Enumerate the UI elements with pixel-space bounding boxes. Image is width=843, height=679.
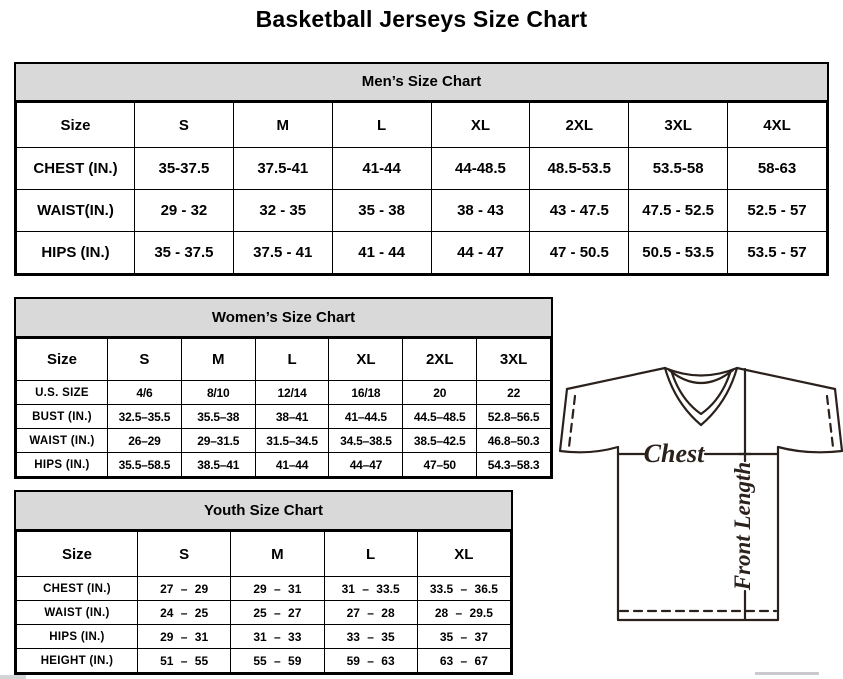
table-row — [17, 232, 827, 274]
column-header: 2XL — [403, 339, 477, 381]
row-label: CHEST (IN.) — [17, 577, 138, 601]
column-header: 3XL — [477, 339, 551, 381]
column-header: S — [138, 532, 231, 577]
row-label: HIPS (IN.) — [17, 232, 135, 274]
column-header: 4XL — [728, 103, 827, 148]
value-cell: 53.5 - 57 — [728, 232, 827, 274]
value-cell: 31 – 33.5 — [324, 577, 417, 601]
column-header: L — [255, 339, 329, 381]
screen-edge-artifact — [755, 672, 819, 675]
value-cell: 63 – 67 — [417, 649, 510, 673]
value-cell: 50.5 - 53.5 — [629, 232, 728, 274]
value-cell: 33 – 35 — [324, 625, 417, 649]
value-cell: 41-44 — [332, 148, 431, 190]
row-label: HEIGHT (IN.) — [17, 649, 138, 673]
value-cell: 32 - 35 — [233, 190, 332, 232]
value-cell: 22 — [477, 381, 551, 405]
mens-chart-title: Men’s Size Chart — [16, 64, 827, 102]
value-cell: 47–50 — [403, 453, 477, 477]
value-cell: 26–29 — [108, 429, 182, 453]
table-row — [17, 148, 827, 190]
table-row — [17, 405, 551, 429]
jersey-body-outline — [560, 368, 842, 620]
row-label: WAIST (IN.) — [17, 601, 138, 625]
value-cell: 44.5–48.5 — [403, 405, 477, 429]
value-cell: 33.5 – 36.5 — [417, 577, 510, 601]
column-header: Size — [17, 532, 138, 577]
value-cell: 52.5 - 57 — [728, 190, 827, 232]
value-cell: 51 – 55 — [138, 649, 231, 673]
table-row — [17, 381, 551, 405]
table-row — [17, 453, 551, 477]
value-cell: 54.3–58.3 — [477, 453, 551, 477]
row-label: WAIST (IN.) — [17, 429, 108, 453]
mens-size-table — [16, 102, 827, 274]
row-label: BUST (IN.) — [17, 405, 108, 429]
front-length-label: Front Length — [730, 461, 755, 591]
womens-size-table — [16, 338, 551, 477]
size-header-row — [17, 339, 551, 381]
youth-size-table — [16, 531, 511, 673]
value-cell: 31.5–34.5 — [255, 429, 329, 453]
column-header: M — [231, 532, 324, 577]
value-cell: 12/14 — [255, 381, 329, 405]
row-label: WAIST(IN.) — [17, 190, 135, 232]
table-row — [17, 601, 511, 625]
youth-size-chart — [14, 490, 513, 675]
value-cell: 16/18 — [329, 381, 403, 405]
value-cell: 48.5-53.5 — [530, 148, 629, 190]
value-cell: 52.8–56.5 — [477, 405, 551, 429]
column-header: XL — [431, 103, 530, 148]
page-title: Basketball Jerseys Size Chart — [255, 6, 588, 32]
column-header: S — [108, 339, 182, 381]
column-header: Size — [17, 103, 135, 148]
value-cell: 44 - 47 — [431, 232, 530, 274]
value-cell: 4/6 — [108, 381, 182, 405]
value-cell: 27 – 28 — [324, 601, 417, 625]
value-cell: 28 – 29.5 — [417, 601, 510, 625]
value-cell: 44-48.5 — [431, 148, 530, 190]
column-header: L — [332, 103, 431, 148]
mens-size-chart — [14, 62, 829, 276]
value-cell: 20 — [403, 381, 477, 405]
value-cell: 37.5-41 — [233, 148, 332, 190]
value-cell: 38.5–41 — [181, 453, 255, 477]
value-cell: 41–44 — [255, 453, 329, 477]
column-header: 2XL — [530, 103, 629, 148]
value-cell: 38.5–42.5 — [403, 429, 477, 453]
value-cell: 35-37.5 — [135, 148, 234, 190]
womens-size-chart — [14, 297, 553, 479]
column-header: M — [181, 339, 255, 381]
size-header-row — [17, 103, 827, 148]
table-row — [17, 577, 511, 601]
value-cell: 34.5–38.5 — [329, 429, 403, 453]
value-cell: 27 – 29 — [138, 577, 231, 601]
value-cell: 29 - 32 — [135, 190, 234, 232]
column-header: XL — [417, 532, 510, 577]
value-cell: 59 – 63 — [324, 649, 417, 673]
value-cell: 29 – 31 — [231, 577, 324, 601]
table-row — [17, 649, 511, 673]
value-cell: 47.5 - 52.5 — [629, 190, 728, 232]
value-cell: 41–44.5 — [329, 405, 403, 429]
value-cell: 29–31.5 — [181, 429, 255, 453]
value-cell: 35.5–58.5 — [108, 453, 182, 477]
value-cell: 46.8–50.3 — [477, 429, 551, 453]
jersey-dashed-seams — [569, 396, 833, 611]
table-row — [17, 429, 551, 453]
column-header: S — [135, 103, 234, 148]
table-row — [17, 625, 511, 649]
column-header: 3XL — [629, 103, 728, 148]
value-cell: 35 – 37 — [417, 625, 510, 649]
value-cell: 41 - 44 — [332, 232, 431, 274]
value-cell: 47 - 50.5 — [530, 232, 629, 274]
value-cell: 35 - 38 — [332, 190, 431, 232]
column-header: Size — [17, 339, 108, 381]
value-cell: 8/10 — [181, 381, 255, 405]
row-label: CHEST (IN.) — [17, 148, 135, 190]
value-cell: 44–47 — [329, 453, 403, 477]
column-header: XL — [329, 339, 403, 381]
value-cell: 38–41 — [255, 405, 329, 429]
value-cell: 31 – 33 — [231, 625, 324, 649]
value-cell: 29 – 31 — [138, 625, 231, 649]
value-cell: 38 - 43 — [431, 190, 530, 232]
value-cell: 25 – 27 — [231, 601, 324, 625]
row-label: HIPS (IN.) — [17, 625, 138, 649]
column-header: L — [324, 532, 417, 577]
jersey-measurement-diagram — [556, 356, 843, 629]
youth-chart-title: Youth Size Chart — [16, 492, 511, 531]
row-label: HIPS (IN.) — [17, 453, 108, 477]
value-cell: 24 – 25 — [138, 601, 231, 625]
screen-edge-artifact — [0, 675, 26, 679]
table-row — [17, 190, 827, 232]
jersey-collar — [665, 368, 737, 425]
chest-label: Chest — [643, 439, 705, 468]
value-cell: 35.5–38 — [181, 405, 255, 429]
value-cell: 55 – 59 — [231, 649, 324, 673]
womens-chart-title: Women’s Size Chart — [16, 299, 551, 338]
value-cell: 53.5-58 — [629, 148, 728, 190]
value-cell: 37.5 - 41 — [233, 232, 332, 274]
column-header: M — [233, 103, 332, 148]
size-header-row — [17, 532, 511, 577]
value-cell: 43 - 47.5 — [530, 190, 629, 232]
value-cell: 35 - 37.5 — [135, 232, 234, 274]
value-cell: 32.5–35.5 — [108, 405, 182, 429]
row-label: U.S. SIZE — [17, 381, 108, 405]
value-cell: 58-63 — [728, 148, 827, 190]
